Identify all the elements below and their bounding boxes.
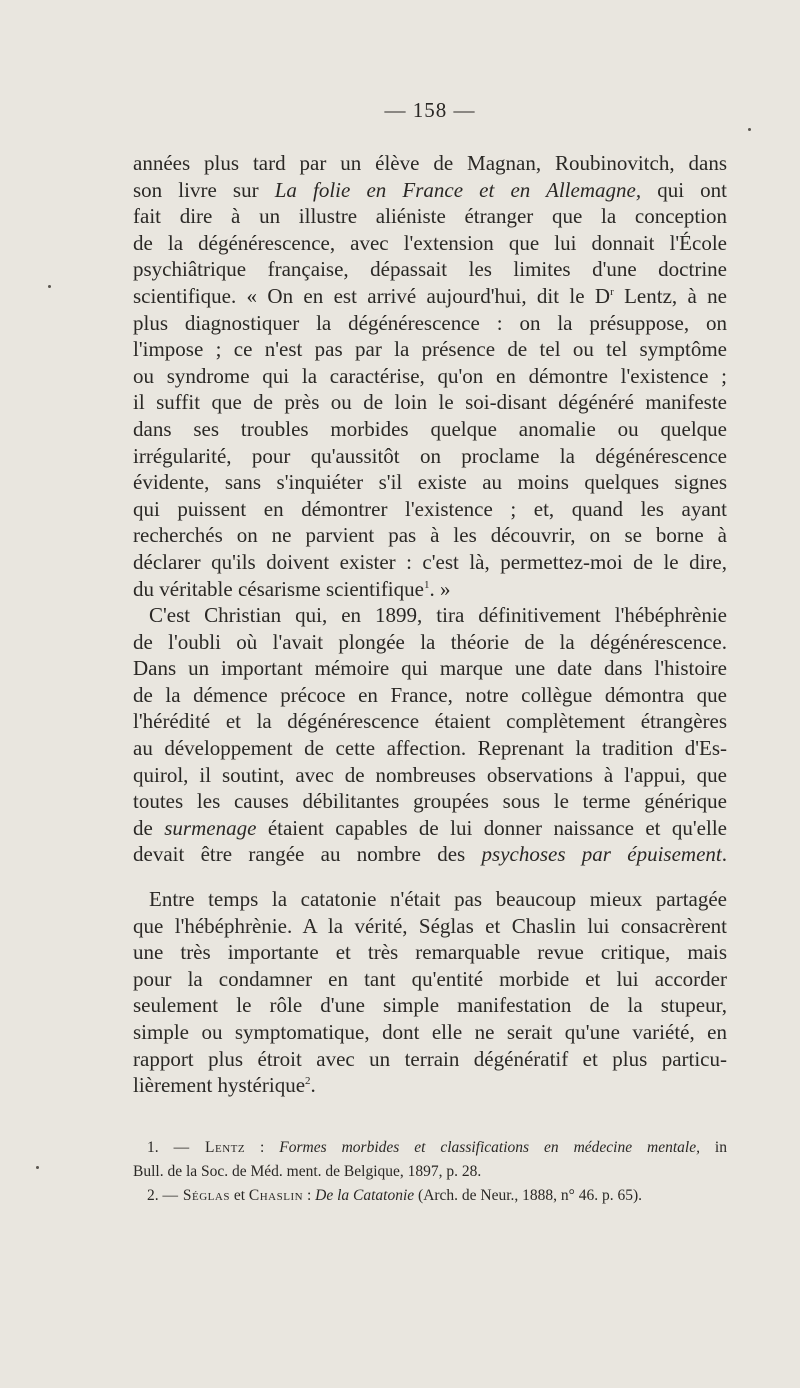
- emphasis: surmenage: [164, 815, 257, 840]
- text-line: Dans un important mémoire qui marque une date dans l'histoire: [133, 656, 727, 681]
- text-line: fait dire à un illustre aliéniste étranger que la conception: [133, 204, 727, 229]
- text-line: que l'hébéphrènie. A la vérité, Séglas et Chaslin lui consacrèrent: [133, 913, 727, 938]
- text-line: une très importante et très remarquable revue critique, mais: [133, 940, 727, 965]
- text-line: quirol, il soutint, avec de nombreuses observations à l'appui, que: [133, 762, 727, 787]
- body-text: [133, 150, 727, 1099]
- text-line: ou syndrome qui la caractérise, qu'on en démontre l'existence ;: [133, 363, 727, 388]
- text-line: qui puissent en démontrer l'existence ; et, quand les ayant: [133, 496, 727, 521]
- text-line: rapport plus étroit avec un terrain dégénératif et plus particu-: [133, 1046, 727, 1071]
- text-line: au développement de cette affection. Reprenant la tradition d'Es-: [133, 736, 727, 761]
- page-number: — 158 —: [384, 98, 476, 122]
- text-line: simple ou symptomatique, dont elle ne serait qu'une variété, en: [133, 1020, 727, 1044]
- text-line: du véritable césarisme scientifique$^1$. »: [133, 576, 451, 601]
- text-line: toutes les causes débilitantes groupées sous le terme générique: [133, 789, 727, 814]
- text-line: devait être rangée au nombre des psychoses par épuisement.: [133, 842, 727, 867]
- paper-speck: [36, 1166, 39, 1169]
- text-line: seulement le rôle d'une simple manifestation de la stupeur,: [133, 993, 727, 1018]
- emphasis: psychoses par épuisement: [481, 842, 722, 867]
- text-line: Entre temps la catatonie n'était pas beaucoup mieux partagée: [149, 887, 727, 912]
- text-line: dans ses troubles morbides quelque anomalie ou quelque: [133, 416, 727, 441]
- text-line: l'impose ; ce n'est pas par la présence de tel ou tel symptôme: [133, 337, 727, 362]
- text-line: évidente, sans s'inquiéter s'il existe au moins quelques signes: [133, 470, 727, 495]
- text-line: scientifique. « On en est arrivé aujourd'hui, dit le $D^r$ Lentz, à ne: [133, 283, 727, 308]
- text-line: de la démence précoce en France, notre collègue démontra que: [133, 682, 727, 707]
- paper-speck: [48, 285, 51, 288]
- text-line: de la dégénérescence, avec l'extension que lui donnait l'École: [133, 230, 727, 255]
- footnote-1-cont: Bull. de la Soc. de Méd. ment. de Belgique, 1897, p. 28.: [133, 1163, 482, 1180]
- text-line: déclarer qu'ils doivent exister : c'est là, permettez-moi de le dire,: [133, 549, 727, 574]
- footnote-ref: 1: [423, 578, 430, 591]
- text-line: lièrement hystérique$^2$.: [133, 1073, 316, 1098]
- footnotes: [133, 1136, 727, 1208]
- paper-speck: [748, 128, 751, 131]
- text-line: pour la condamner en tant qu'entité morbide et lui accorder: [133, 966, 727, 991]
- footnote-2: 2. — Séglas et Chaslin : De la Catatonie (Arch. de Neur., 1888, n° 46. p. 65).: [147, 1187, 643, 1204]
- book-title: La folie en France et en Allemagne,: [274, 177, 642, 202]
- footnote-ref: 2: [305, 1075, 311, 1088]
- footnote-1: 1. — Lentz : Formes morbides et classifications en médecine mentale, in: [147, 1139, 727, 1156]
- text-line: il suffit que de près ou de loin le soi-disant dégénéré manifeste: [133, 390, 727, 415]
- text-line: psychiâtrique française, dépassait les limites d'une doctrine: [133, 257, 727, 282]
- text-line: C'est Christian qui, en 1899, tira définitivement l'hébéphrènie: [149, 603, 727, 628]
- text-line: plus diagnostiquer la dégénérescence : on la présuppose, on: [133, 310, 727, 335]
- text-line: l'hérédité et la dégénérescence étaient complètement étrangères: [133, 709, 727, 734]
- text-line: recherchés on ne parvient pas à les découvrir, on se borne à: [133, 523, 727, 548]
- text-line: de surmenage étaient capables de lui donner naissance et qu'elle: [133, 815, 727, 840]
- text-line: années plus tard par un élève de Magnan, Roubinovitch, dans: [133, 151, 727, 175]
- text-line: irrégularité, pour qu'aussitôt on proclame la dégénérescence: [133, 443, 727, 468]
- text-line: de l'oubli où l'avait plongée la théorie de la dégénérescence.: [133, 629, 727, 654]
- text-line: son livre sur La folie en France et en Allemagne, qui ont: [133, 177, 727, 202]
